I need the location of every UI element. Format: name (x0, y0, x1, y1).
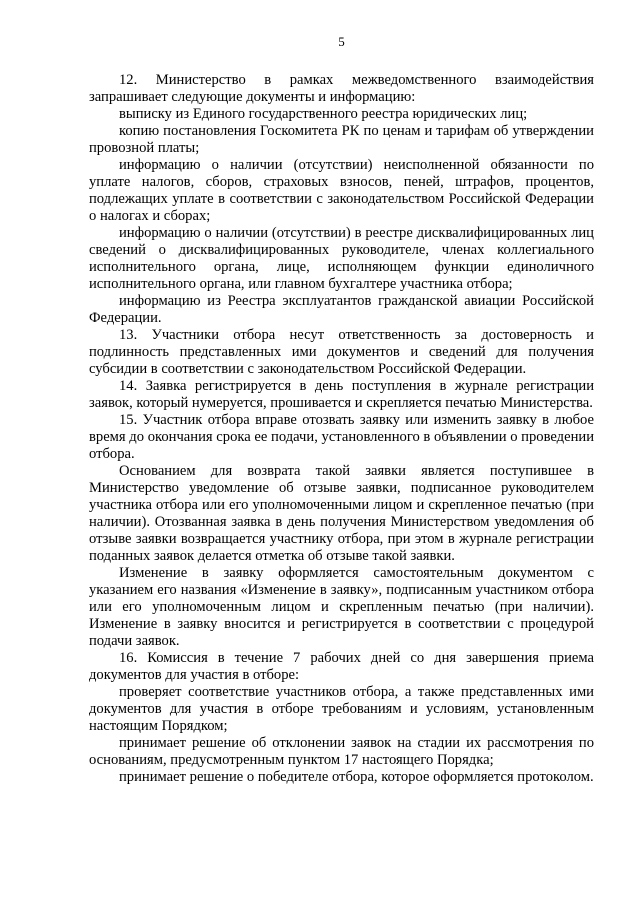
paragraph-item-14: 14. Заявка регистрируется в день поступления в журнале регистрации заявок, который нумеруется, прошивается и скрепляется печатью Министерства. (89, 378, 594, 411)
paragraph-withdrawal-grounds: Основанием для возврата такой заявки является поступившее в Министерство уведомление об отзыве заявки, подписанное руководителем участника отбора или его уполномоченными лицом и скрепленное печатью (при наличии). Отозванная заявка в день получения Министерством уведомления об отзыве заявки возвращается участнику отбора, при этом в журнале регистрации поданных заявок делается отметка об отзыве такой заявки. (89, 463, 594, 564)
page-number: 5 (338, 34, 345, 49)
list-item-tax-obligations: информацию о наличии (отсутствии) неисполненной обязанности по уплате налогов, сборов, страховых взносов, пеней, штрафов, процентов, подлежащих уплате в соответствии с законодательством Российской Федерации о налогах и сборах; (89, 157, 594, 224)
list-item-rejection-decision: принимает решение об отклонении заявок на стадии их рассмотрения по основаниям, предусмотренным пунктом 17 настоящего Порядка; (89, 735, 594, 768)
list-item-aviation-registry: информацию из Реестра эксплуатантов гражданской авиации Российской Федерации. (89, 293, 594, 326)
list-item-disqualified-persons: информацию о наличии (отсутствии) в реестре дисквалифицированных лиц сведений о дисквалифицированных руководителе, членах коллегиального исполнительного органа, лице, исполняющем функции единоличного исполнительного органа, или главном бухгалтере участника отбора; (89, 225, 594, 292)
paragraph-item-16: 16. Комиссия в течение 7 рабочих дней со дня завершения приема документов для участия в отборе: (89, 650, 594, 683)
list-item-tariff-resolution: копию постановления Госкомитета РК по ценам и тарифам об утверждении провозной платы; (89, 123, 594, 156)
paragraph-item-13: 13. Участники отбора несут ответственность за достоверность и подлинность представленных ими документов и сведений для получения субсидии в соответствии с законодательством Российской Федерации. (89, 327, 594, 377)
paragraph-item-12: 12. Министерство в рамках межведомственного взаимодействия запрашивает следующие документы и информацию: (89, 72, 594, 105)
paragraph-item-15: 15. Участник отбора вправе отозвать заявку или изменить заявку в любое время до окончания срока ее подачи, установленного в объявлении о проведении отбора. (89, 412, 594, 462)
paragraph-application-changes: Изменение в заявку оформляется самостоятельным документом с указанием его названия «Изменение в заявку», подписанным участником отбора или его уполномоченным лицом и скрепленным печатью (при наличии). Изменение в заявку вносится и регистрируется в соответствии с процедурой подачи заявок. (89, 565, 594, 649)
list-item-checks-compliance: проверяет соответствие участников отбора, а также представленных ими документов для участия в отборе требованиям и условиям, установленным настоящим Порядком; (89, 684, 594, 734)
list-item-winner-decision: принимает решение о победителе отбора, которое оформляется протоколом. (119, 769, 594, 785)
list-item-egrul-extract: выписку из Единого государственного реестра юридических лиц; (119, 106, 528, 122)
document-body (89, 72, 594, 786)
